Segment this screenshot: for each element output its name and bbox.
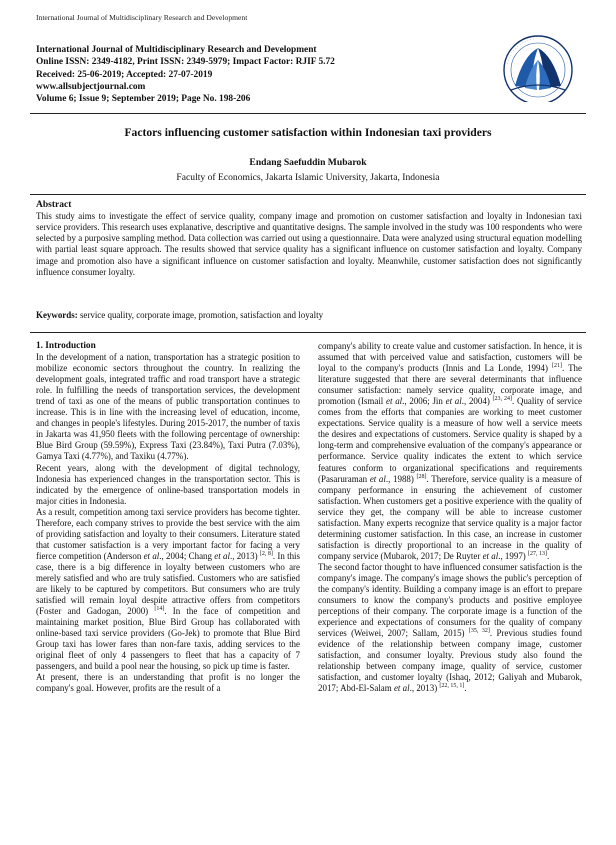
citation-ref[interactable]: [14] — [154, 606, 165, 613]
paragraph: Recent years, along with the development of digital technology, Indonesia has experienced changes in the transportation sector. This is indicated by the emergence of online-based transportation models in major cities in Indonesia. — [36, 462, 300, 506]
citation-ref[interactable]: [27, 13] — [528, 550, 547, 557]
abstract-heading: Abstract — [36, 200, 72, 210]
journal-info — [36, 44, 476, 105]
left-column — [36, 341, 300, 695]
paragraph: company's ability to create value and customer satisfaction. In hence, it is assumed that with perceived value and satisfaction, customers will be loyal to the company's products (Innis and La Londe, 1994) [21]. The literature suggested that there are several determinants that influence consumer satisfaction: namely service quality, corporate image, and promotion (Ismail et al., 2006; Jin et al., 2004) [23, 24]. Quality of service comes from the efforts that companies are working to meet customer expectations. Service quality is a measure of how well a service meets the desires and expectations of customers. Service quality is shaped by a long-term and comprehensive evaluation of the company's appearance or performance. Service quality indicates the extent to which service features conform to organizational specifications and requirements (Pasaruraman et al., 1988) [28]. Therefore, service quality is a measure of company performance in ensuring the achievement of customer satisfaction. When customers get a positive experience with the quality of service they get, the company will be able to increase customer satisfaction. Many experts recognize that service quality is a major factor determining customer satisfaction. In this case, an increase in customer satisfaction is directly proportional to an increase in the quality of company service (Mubarok, 2017; De Ruyter et al., 1997) [27, 13]. — [318, 341, 583, 561]
keywords-text: service quality, corporate image, promotion, satisfaction and loyalty — [77, 310, 324, 320]
abstract-text: This study aims to investigate the effect of service quality, company image and promotion on customer satisfaction and loyalty in Indonesian taxi service providers. This research uses explanative, descriptive and quantitative designs. The sample involved in the study was 100 respondents who were selected by a purposive sampling method. Data collection was carried out using a questionnaire. Data were analyzed using structural equation modelling with partial least square approach. The results showed that service quality has a significant influence on customer satisfaction and loyalty. Company image and promotion also have a significant influence on customer satisfaction and loyalty. Meanwhile, customer satisfaction does not significantly influence consumer loyalty. — [36, 211, 582, 277]
svg-text:. . . . . . . .: . . . . . . . . . . . . . . — [504, 36, 535, 65]
issn-line: Online ISSN: 2349-4182, Print ISSN: 2349-5979; Impact Factor: RJIF 5.72 — [36, 57, 335, 68]
paper-title: Factors influencing customer satisfaction within Indonesian taxi providers — [124, 126, 492, 139]
author-name: Endang Saefuddin Mubarok — [249, 157, 367, 168]
keywords — [36, 310, 582, 321]
journal-logo-icon — [497, 26, 579, 102]
author-affiliation: Faculty of Economics, Jakarta Islamic University, Jakarta, Indonesia — [176, 172, 440, 183]
citation-ref[interactable]: [28] — [416, 473, 427, 480]
journal-url[interactable]: www.allsubjectjournal.com — [36, 81, 146, 92]
citation-ref[interactable]: [23, 24] — [492, 396, 513, 403]
journal-name: International Journal of Multidisciplinary Research and Development — [36, 45, 317, 55]
paragraph: In the development of a nation, transportation has a strategic position to mobilize economic sectors throughout the country. In realizing the development goals, integrated traffic and road transport have a strategic role. In fulfilling the needs of transportation services, the development trend of taxi as one of the means of public transportation continues to increase. This is in line with the increasing level of education, income, and changes in people's lifestyles. During 2015-2017, the number of taxis in Jakarta was 41,950 fleets with the following percentage of ownership: Blue Bird Group (59.59%), Express Taxi (23.84%), Taxi Putra (7.03%), Gamya Taxi (4.77%), and Taxiku (4.77%). — [36, 352, 300, 462]
abstract-top-rule — [30, 194, 586, 195]
header-rule — [30, 113, 586, 114]
citation-ref[interactable]: [35, 32] — [468, 628, 490, 635]
running-header: International Journal of Multidisciplinary Research and Development — [36, 13, 248, 22]
body-top-rule — [30, 332, 586, 333]
keywords-label: Keywords: — [36, 310, 78, 320]
citation-ref[interactable]: [2, 8] — [259, 550, 273, 557]
dates-line: Received: 25-06-2019; Accepted: 27-07-2019 — [36, 69, 213, 80]
section-heading-introduction: 1. Introduction — [36, 341, 96, 351]
paragraph: The second factor thought to have influenced consumer satisfaction is the company's image. The company's image shows the public's perception of the company's identity. Building a company image is an effort to prepare consumers to know the company's products and positive employee perceptions of their company. The corporate image is a function of the experience and expectations of consumers for the quality of company services (Weiwei, 2007; Sallam, 2015) [35, 32]. Previous studies found evidence of the relationship between company image, customer satisfaction, and consumer loyalty. Previous study also found the relationship between company image, quality of service, customer satisfaction, and customer loyalty (Ishaq, 2012; Galiyah and Mubarok, 2017; Abd-El-Salam et al., 2013) [22, 15, 1]. — [318, 561, 582, 694]
paragraph: As a result, competition among taxi service providers has become tighter. Therefore, each company strives to provide the best service with the aim of providing satisfaction and loyalty to their consumers. Literature stated that customer satisfaction is a very important factor for facing a very fierce competition (Anderson et al., 2004; Chang et al., 2013) [2, 8]. In this case, there is a big difference in loyalty between customers who are merely satisfied and who are truly satisfied. Customers who are satisfied are likely to be captured by competitors. But consumers who are truly satisfied will remain loyal despite attractive offers from competitors (Foster and Gadogan, 2000) [14]. In the face of competition and maintaining market position, Blue Bird Group has collaborated with online-based taxi service providers (Go-Jek) to promote that Blue Bird Group taxi has lower fares than non-fare taxis, adding services to the original fleet of only 4 passengers to fleet that has a capacity of 7 passengers, and build a pool near the housing, so pick up time is faster. — [36, 506, 301, 672]
paragraph: At present, there is an understanding that profit is no longer the company's goal. However, profits are the result of a — [36, 672, 300, 694]
volume-line: Volume 6; Issue 9; September 2019; Page No. 198-206 — [36, 94, 251, 105]
citation-ref[interactable]: [21] — [551, 363, 562, 370]
right-column — [318, 341, 582, 695]
citation-ref[interactable]: [22, 15, 1] — [439, 683, 465, 690]
